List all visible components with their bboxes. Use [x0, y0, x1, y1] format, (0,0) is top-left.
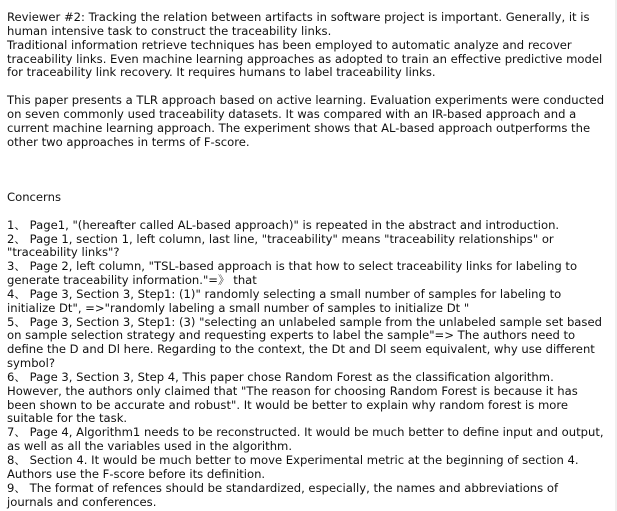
- spacer: [7, 177, 607, 191]
- concern-item: 2、 Page 1, section 1, left column, last line, "traceability" means "traceability relationships" or "traceability links"?: [7, 231, 558, 260]
- review-paragraph-summary: Reviewer #2: Tracking the relation between artifacts in software project is important. Generally, it is human intensive task to construct the traceability links.: [7, 10, 594, 38]
- spacer: [7, 149, 607, 163]
- spacer: [7, 205, 607, 219]
- review-paragraph-background: Traditional information retrieve techniques has been employed to automatic analyze and recover traceability links. Even machine learning approaches as adopted to train an effective predictive model for traceability link recovery. It requires humans to label traceability links.: [7, 37, 606, 80]
- concern-item: 9、 The format of refences should be standardized, especially, the names and abbreviations of journals and conferences.: [7, 480, 562, 509]
- concern-item: 3、 Page 2, left column, "TSL-based approach is that how to select traceability links for labeling to generate traceability information."=》 that: [7, 259, 581, 288]
- spacer: [7, 80, 607, 94]
- spacer: [7, 163, 607, 177]
- concern-item: 5、 Page 3, Section 3, Step1: (3) "selecting an unlabeled sample from the unlabeled sample set based on sample selection strategy and requesting experts to label the sample"=> The authors need to define the D and Dl here. Regarding to the context, the Dt and Dl seem equivalent, why use different symbol?: [7, 314, 606, 371]
- concern-item: 6、 Page 3, Section 3, Step 4, This paper chose Random Forest as the classification algorithm. However, the authors only claimed that "The reason for choosing Random Forest is because it has been shown to be accurate and robust". It would be better to explain why random forest is more suitable for the task.: [7, 369, 582, 426]
- concern-item: 1、 Page1, "(hereafter called AL-based approach)" is repeated in the abstract and introduction.: [7, 217, 560, 232]
- concern-item: 8、 Section 4. It would be much better to move Experimental metric at the beginning of section 4. Authors use the F-score before its definition.: [7, 453, 583, 481]
- review-text: [7, 11, 607, 509]
- concerns-heading: Concerns: [7, 189, 61, 204]
- concern-item: 4、 Page 3, Section 3, Step1: (1)" randomly selecting a small number of samples for labeling to initialize Dt", =>"randomly labeling a small number of samples to initialize Dt ": [7, 286, 565, 315]
- review-paragraph-contribution: This paper presents a TLR approach based on active learning. Evaluation experiments were conducted on seven commonly used traceability datasets. It was compared with an IR-based approach and a current machine learning approach. The experiment shows that AL-based approach outperforms the other two approaches in terms of F-score.: [7, 93, 608, 149]
- concern-item: 7、 Page 4, Algorithm1 needs to be reconstructed. It would be much better to define input and output, as well as all the variables used in the algorithm.: [7, 425, 608, 454]
